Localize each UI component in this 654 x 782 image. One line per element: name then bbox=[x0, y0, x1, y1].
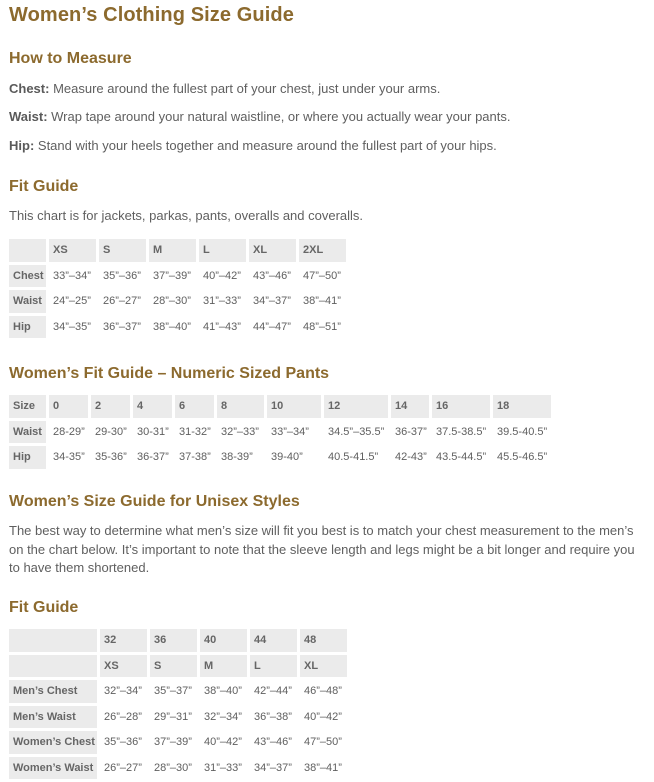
table-corner-cell bbox=[9, 655, 97, 678]
table-cell: 33”–34” bbox=[271, 425, 309, 438]
table-row bbox=[9, 680, 347, 703]
table-cell: 40”–42” bbox=[304, 710, 342, 723]
column-header: Size bbox=[9, 395, 46, 418]
row-label: Chest bbox=[9, 265, 46, 288]
table-header-row bbox=[9, 395, 551, 418]
table-cell: 47”–50” bbox=[304, 736, 342, 749]
table-cell: 34”–35” bbox=[53, 320, 91, 333]
table-row bbox=[9, 265, 346, 288]
how-to-measure-heading: How to Measure bbox=[9, 50, 132, 67]
column-header: 32 bbox=[100, 629, 147, 652]
column-header: L bbox=[250, 655, 297, 678]
table-cell: 43.5-44.5” bbox=[436, 451, 487, 464]
hip-instruction: Stand with your heels together and measure around the fullest part of your hips. bbox=[34, 138, 497, 153]
table-cell: 38”–40” bbox=[153, 320, 191, 333]
table-cell: 28-29” bbox=[53, 425, 85, 438]
measure-chest-line bbox=[9, 81, 440, 96]
table-cell: 41”–43” bbox=[203, 320, 241, 333]
table-cell: 35”–37” bbox=[154, 685, 192, 698]
column-header: 44 bbox=[250, 629, 297, 652]
table-cell: 34”–37” bbox=[253, 295, 291, 308]
table-cell: 26”–28” bbox=[104, 710, 142, 723]
fit-guide-note: This chart is for jackets, parkas, pants, overalls and coveralls. bbox=[9, 208, 364, 223]
table-cell: 39-40” bbox=[271, 451, 303, 464]
table-cell: 38-39” bbox=[221, 451, 253, 464]
waist-label: Waist: bbox=[9, 109, 48, 124]
column-header: 16 bbox=[432, 395, 490, 418]
fit-guide-2-heading: Fit Guide bbox=[9, 599, 79, 616]
table-cell: 34-35” bbox=[53, 451, 85, 464]
unisex-heading: Women’s Size Guide for Unisex Styles bbox=[9, 493, 300, 510]
row-label: Hip bbox=[9, 446, 46, 469]
table-cell: 31”–33” bbox=[203, 295, 241, 308]
measure-hip-line bbox=[9, 138, 497, 153]
table-cell: 40.5-41.5” bbox=[328, 451, 379, 464]
chest-instruction: Measure around the fullest part of your chest, just under your arms. bbox=[49, 81, 441, 96]
column-header: S bbox=[150, 655, 197, 678]
table-cell: 43”–46” bbox=[254, 736, 292, 749]
table-cell: 47”–50” bbox=[303, 269, 341, 282]
column-header: 12 bbox=[324, 395, 388, 418]
table-cell: 40”–42” bbox=[203, 269, 241, 282]
column-header: 2XL bbox=[299, 239, 346, 262]
table-cell: 31”–33” bbox=[204, 761, 242, 774]
table-cell: 42”–44” bbox=[254, 685, 292, 698]
table-cell: 45.5-46.5” bbox=[497, 451, 548, 464]
table-cell: 28”–30” bbox=[153, 295, 191, 308]
column-header: 2 bbox=[91, 395, 130, 418]
row-label: Men’s Chest bbox=[9, 680, 97, 703]
table-row bbox=[9, 706, 347, 729]
table-cell: 28”–30” bbox=[154, 761, 192, 774]
table-cell: 35-36” bbox=[95, 451, 127, 464]
table-cell: 42-43” bbox=[395, 451, 427, 464]
table-cell: 40”–42” bbox=[204, 736, 242, 749]
table-cell: 37.5-38.5” bbox=[436, 425, 487, 438]
table-corner-cell bbox=[9, 629, 97, 652]
table-cell: 32”–34” bbox=[104, 685, 142, 698]
hip-label: Hip: bbox=[9, 138, 35, 153]
table-cell: 36”–38” bbox=[254, 710, 292, 723]
column-header: 8 bbox=[217, 395, 264, 418]
table-cell: 37-38” bbox=[179, 451, 211, 464]
column-header: M bbox=[149, 239, 196, 262]
row-label: Waist bbox=[9, 290, 46, 313]
table-cell: 46”–48” bbox=[304, 685, 342, 698]
table-cell: 31-32” bbox=[179, 425, 211, 438]
numeric-pants-table bbox=[6, 392, 554, 472]
column-header: XL bbox=[300, 655, 347, 678]
table-header-row bbox=[9, 629, 347, 652]
table-cell: 37”–39” bbox=[154, 736, 192, 749]
table-cell: 26”–27” bbox=[104, 761, 142, 774]
page-title: Women’s Clothing Size Guide bbox=[9, 4, 294, 26]
column-header: 48 bbox=[300, 629, 347, 652]
table-cell: 29”–31” bbox=[154, 710, 192, 723]
table-cell: 36-37” bbox=[395, 425, 427, 438]
table-cell: 38”–40” bbox=[204, 685, 242, 698]
table-cell: 48”–51” bbox=[303, 320, 341, 333]
row-label: Women’s Chest bbox=[9, 731, 97, 754]
table-cell: 29-30” bbox=[95, 425, 127, 438]
row-label: Men’s Waist bbox=[9, 706, 97, 729]
table-cell: 36-37” bbox=[137, 451, 169, 464]
unisex-paragraph: The best way to determine what men’s size will fit you best is to match your chest measurement to the men’s on the chart below. It’s important to note that the sleeve length and legs might be a bit longer and require you to have them shortened. bbox=[9, 523, 635, 575]
table-cell: 39.5-40.5” bbox=[497, 425, 548, 438]
column-header: XS bbox=[100, 655, 147, 678]
column-header: 6 bbox=[175, 395, 214, 418]
fit-guide-table bbox=[6, 236, 349, 341]
chest-label: Chest: bbox=[9, 81, 50, 96]
waist-instruction: Wrap tape around your natural waistline, or where you actually wear your pants. bbox=[47, 109, 511, 124]
row-label: Women’s Waist bbox=[9, 757, 97, 780]
column-header: 40 bbox=[200, 629, 247, 652]
table-cell: 34.5”–35.5” bbox=[328, 425, 385, 438]
table-cell: 43”–46” bbox=[253, 269, 291, 282]
table-row bbox=[9, 446, 551, 469]
table-cell: 38”–41” bbox=[304, 761, 342, 774]
column-header: M bbox=[200, 655, 247, 678]
table-corner-cell bbox=[9, 239, 46, 262]
column-header: XS bbox=[49, 239, 96, 262]
column-header: XL bbox=[249, 239, 296, 262]
column-header: 4 bbox=[133, 395, 172, 418]
unisex-fit-guide-table bbox=[6, 626, 350, 782]
table-cell: 24”–25” bbox=[53, 295, 91, 308]
table-cell: 35”–36” bbox=[103, 269, 141, 282]
fit-guide-heading: Fit Guide bbox=[9, 178, 79, 195]
table-cell: 37”–39” bbox=[153, 269, 191, 282]
table-header-row bbox=[9, 655, 347, 678]
column-header: 14 bbox=[391, 395, 429, 418]
table-row bbox=[9, 316, 346, 339]
column-header: 0 bbox=[49, 395, 88, 418]
column-header: S bbox=[99, 239, 146, 262]
table-header-row bbox=[9, 239, 346, 262]
table-row bbox=[9, 757, 347, 780]
table-row bbox=[9, 731, 347, 754]
measure-waist-line bbox=[9, 109, 510, 124]
table-cell: 34”–37” bbox=[254, 761, 292, 774]
table-cell: 32”–33” bbox=[221, 425, 259, 438]
table-row bbox=[9, 421, 551, 444]
table-cell: 32”–34” bbox=[204, 710, 242, 723]
column-header: L bbox=[199, 239, 246, 262]
table-row bbox=[9, 290, 346, 313]
table-cell: 38”–41” bbox=[303, 295, 341, 308]
column-header: 18 bbox=[493, 395, 551, 418]
table-cell: 33”–34” bbox=[53, 269, 91, 282]
table-cell: 35”–36” bbox=[104, 736, 142, 749]
table-cell: 30-31” bbox=[137, 425, 169, 438]
table-cell: 36”–37” bbox=[103, 320, 141, 333]
table-cell: 44”–47” bbox=[253, 320, 291, 333]
numeric-pants-heading: Women’s Fit Guide – Numeric Sized Pants bbox=[9, 365, 330, 382]
column-header: 36 bbox=[150, 629, 197, 652]
column-header: 10 bbox=[267, 395, 321, 418]
row-label: Waist bbox=[9, 421, 46, 444]
table-cell: 26”–27” bbox=[103, 295, 141, 308]
row-label: Hip bbox=[9, 316, 46, 339]
